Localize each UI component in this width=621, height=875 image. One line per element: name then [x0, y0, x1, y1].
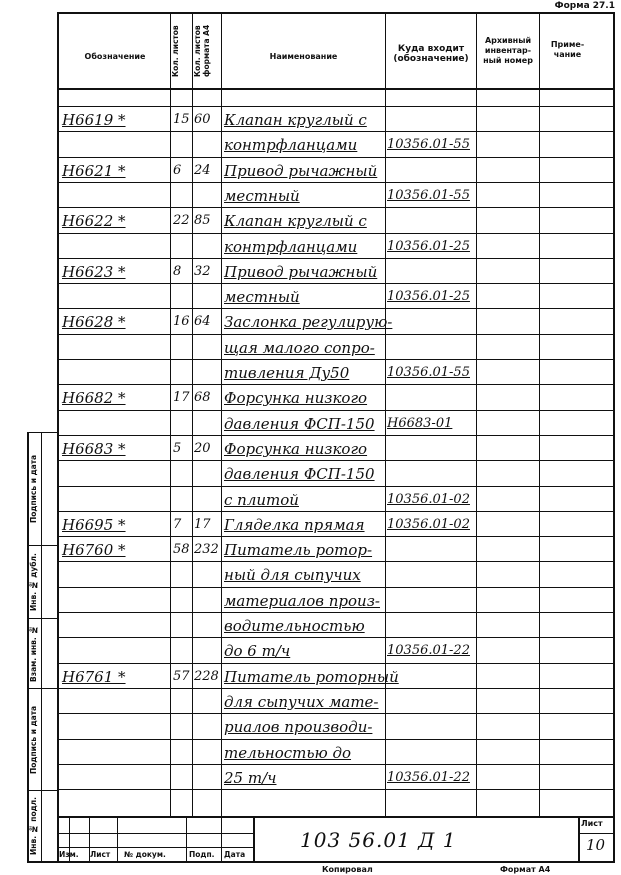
- tb-change-label: Изм.: [59, 850, 79, 859]
- row-line: [59, 106, 613, 107]
- row-line: [59, 384, 613, 385]
- col-line-5: [476, 12, 477, 816]
- row-line: [59, 637, 613, 638]
- cell-name: ный для сыпучих: [224, 566, 361, 584]
- cell-a4-count: 232: [194, 542, 219, 557]
- cell-name: до 6 т/ч: [224, 642, 291, 660]
- row-line: [59, 764, 613, 765]
- cell-name: Питатель ротор-: [224, 541, 373, 559]
- cell-designation: Н6628 *: [62, 313, 126, 331]
- row-line: [59, 587, 613, 588]
- tb-document-code: 103 56.01 Д 1: [300, 828, 457, 852]
- cell-designation: Н6760 *: [62, 541, 126, 559]
- tb-col-5: [221, 816, 222, 862]
- margin-line-2: [27, 618, 57, 619]
- tb-col-3: [117, 816, 118, 862]
- cell-sheet-count: 22: [173, 213, 190, 228]
- cell-name: Клапан круглый с: [224, 111, 367, 129]
- cell-name: местный: [224, 288, 300, 306]
- cell-designation: Н6761 *: [62, 668, 126, 686]
- cell-a4-count: 68: [194, 390, 211, 405]
- tb-col-4: [186, 816, 187, 862]
- col-line-2: [192, 12, 193, 816]
- cell-name: Заслонка регулирую-: [224, 313, 393, 331]
- row-line: [59, 157, 613, 158]
- tb-date-label: Дата: [224, 850, 246, 859]
- cell-name: тельностью до: [224, 744, 352, 762]
- tb-signature-label: Подп.: [189, 850, 215, 859]
- cell-a4-count: 60: [194, 112, 211, 127]
- frame-bottom-border: [27, 861, 615, 863]
- cell-name: Питатель роторный: [224, 668, 399, 686]
- title-block-low-line: [57, 847, 253, 848]
- cell-where: 10356.01-55: [387, 365, 470, 380]
- cell-name: контрфланцами: [224, 238, 358, 256]
- form-label: Форма 27.1: [554, 1, 615, 11]
- cell-sheet-count: 16: [173, 314, 190, 329]
- tb-sheet-col-label: Лист: [90, 850, 111, 859]
- row-line: [59, 131, 613, 132]
- cell-sheet-count: 15: [173, 112, 190, 127]
- row-line: [59, 536, 613, 537]
- cell-name: контрфланцами: [224, 136, 358, 154]
- frame-left-border: [57, 12, 59, 862]
- cell-sheet-count: 17: [173, 390, 190, 405]
- title-block-top: [57, 816, 615, 818]
- row-line: [59, 182, 613, 183]
- tb-sheet-line: [578, 833, 615, 834]
- row-line: [59, 207, 613, 208]
- cell-where: 10356.01-25: [387, 239, 470, 254]
- frame-right-border: [613, 12, 615, 862]
- cell-sheet-count: 7: [173, 517, 182, 532]
- cell-a4-count: 228: [194, 669, 219, 684]
- cell-name: Форсунка низкого: [224, 440, 368, 458]
- cell-a4-count: 64: [194, 314, 211, 329]
- row-line: [59, 258, 613, 259]
- cell-name: местный: [224, 187, 300, 205]
- header-archive: Архивный инвентар- ный номер: [483, 36, 533, 65]
- margin-top-line: [27, 432, 57, 433]
- row-line: [59, 739, 613, 740]
- cell-sheet-count: 8: [173, 264, 182, 279]
- header-note: Приме- чание: [550, 40, 585, 59]
- margin-replace-inv: Взам. инв. №: [29, 625, 38, 682]
- row-line: [59, 713, 613, 714]
- cell-sheet-count: 5: [173, 441, 182, 456]
- row-line: [59, 561, 613, 562]
- header-sheet-count: Кол. листов: [171, 25, 180, 77]
- cell-where: 10356.01-55: [387, 188, 470, 203]
- cell-where: 10356.01-02: [387, 517, 470, 532]
- cell-name: для сыпучих мате-: [224, 693, 379, 711]
- cell-name: водительностью: [224, 617, 365, 635]
- row-line: [59, 460, 613, 461]
- cell-name: Форсунка низкого: [224, 389, 368, 407]
- cell-sheet-count: 58: [173, 542, 190, 557]
- cell-where: 10356.01-25: [387, 289, 470, 304]
- footer-format: Формат А4: [500, 865, 551, 874]
- header-goes-into: Куда входит (обозначение): [393, 44, 469, 64]
- row-line: [59, 359, 613, 360]
- cell-name: риалов производи-: [224, 718, 373, 736]
- margin-sign-date-2: Подпись и дата: [29, 705, 38, 774]
- row-line: [59, 789, 613, 790]
- cell-name: материалов произ-: [224, 592, 380, 610]
- cell-where: 10356.01-22: [387, 643, 470, 658]
- frame-top-border: [57, 12, 615, 14]
- header-name: Наименование: [269, 52, 338, 61]
- col-line-6: [539, 12, 540, 816]
- cell-a4-count: 17: [194, 517, 211, 532]
- margin-line-1: [27, 545, 57, 546]
- footer-copied: Копировал: [322, 865, 373, 874]
- tb-docno-label: № докум.: [124, 850, 166, 859]
- tb-col-6: [253, 816, 255, 862]
- row-line: [59, 283, 613, 284]
- cell-designation: Н6619 *: [62, 111, 126, 129]
- cell-designation: Н6683 *: [62, 440, 126, 458]
- cell-where: 10356.01-22: [387, 770, 470, 785]
- margin-inner-line: [41, 432, 42, 863]
- cell-a4-count: 20: [194, 441, 211, 456]
- margin-orig-inv: Инв. № подл.: [29, 797, 38, 856]
- row-line: [59, 233, 613, 234]
- tb-col-7: [578, 816, 580, 862]
- cell-designation: Н6695 *: [62, 516, 126, 534]
- cell-name: Привод рычажный: [224, 263, 378, 281]
- cell-name: Клапан круглый с: [224, 212, 367, 230]
- cell-name: щая малого сопро-: [224, 339, 375, 357]
- cell-name: тивления Ду50: [224, 364, 350, 382]
- cell-a4-count: 32: [194, 264, 211, 279]
- cell-a4-count: 24: [194, 163, 211, 178]
- row-line: [59, 308, 613, 309]
- margin-line-3: [27, 688, 57, 689]
- margin-dup-inv: Инв. № дубл.: [29, 553, 38, 611]
- cell-designation: Н6622 *: [62, 212, 126, 230]
- cell-where: 10356.01-55: [387, 137, 470, 152]
- header-divider: [57, 88, 615, 90]
- row-line: [59, 612, 613, 613]
- row-line: [59, 410, 613, 411]
- col-line-1: [170, 12, 171, 816]
- cell-name: давления ФСП-150: [224, 415, 375, 433]
- row-line: [59, 435, 613, 436]
- cell-designation: Н6623 *: [62, 263, 126, 281]
- cell-name: Привод рычажный: [224, 162, 378, 180]
- col-line-3: [221, 12, 222, 816]
- margin-sign-date-1: Подпись и дата: [29, 454, 38, 524]
- row-line: [59, 688, 613, 689]
- margin-line-4: [27, 790, 57, 791]
- cell-name: Гляделка прямая: [224, 516, 365, 534]
- cell-a4-count: 85: [194, 213, 211, 228]
- row-line: [59, 334, 613, 335]
- cell-name: с плитой: [224, 491, 299, 509]
- cell-where: Н6683-01: [387, 416, 453, 431]
- header-a4-count: Кол. листов формата А4: [193, 24, 211, 78]
- tb-sheet-number: 10: [586, 836, 606, 854]
- row-line: [59, 486, 613, 487]
- cell-sheet-count: 57: [173, 669, 190, 684]
- cell-name: 25 т/ч: [224, 769, 277, 787]
- cell-name: давления ФСП-150: [224, 465, 375, 483]
- header-designation: Обозначение: [84, 52, 146, 61]
- cell-sheet-count: 6: [173, 163, 182, 178]
- tb-sheet-header: Лист: [581, 819, 603, 828]
- cell-where: 10356.01-02: [387, 492, 470, 507]
- row-line: [59, 511, 613, 512]
- cell-designation: Н6682 *: [62, 389, 126, 407]
- cell-designation: Н6621 *: [62, 162, 126, 180]
- title-block-mid-line: [57, 833, 253, 834]
- row-line: [59, 663, 613, 664]
- col-line-4: [385, 12, 386, 816]
